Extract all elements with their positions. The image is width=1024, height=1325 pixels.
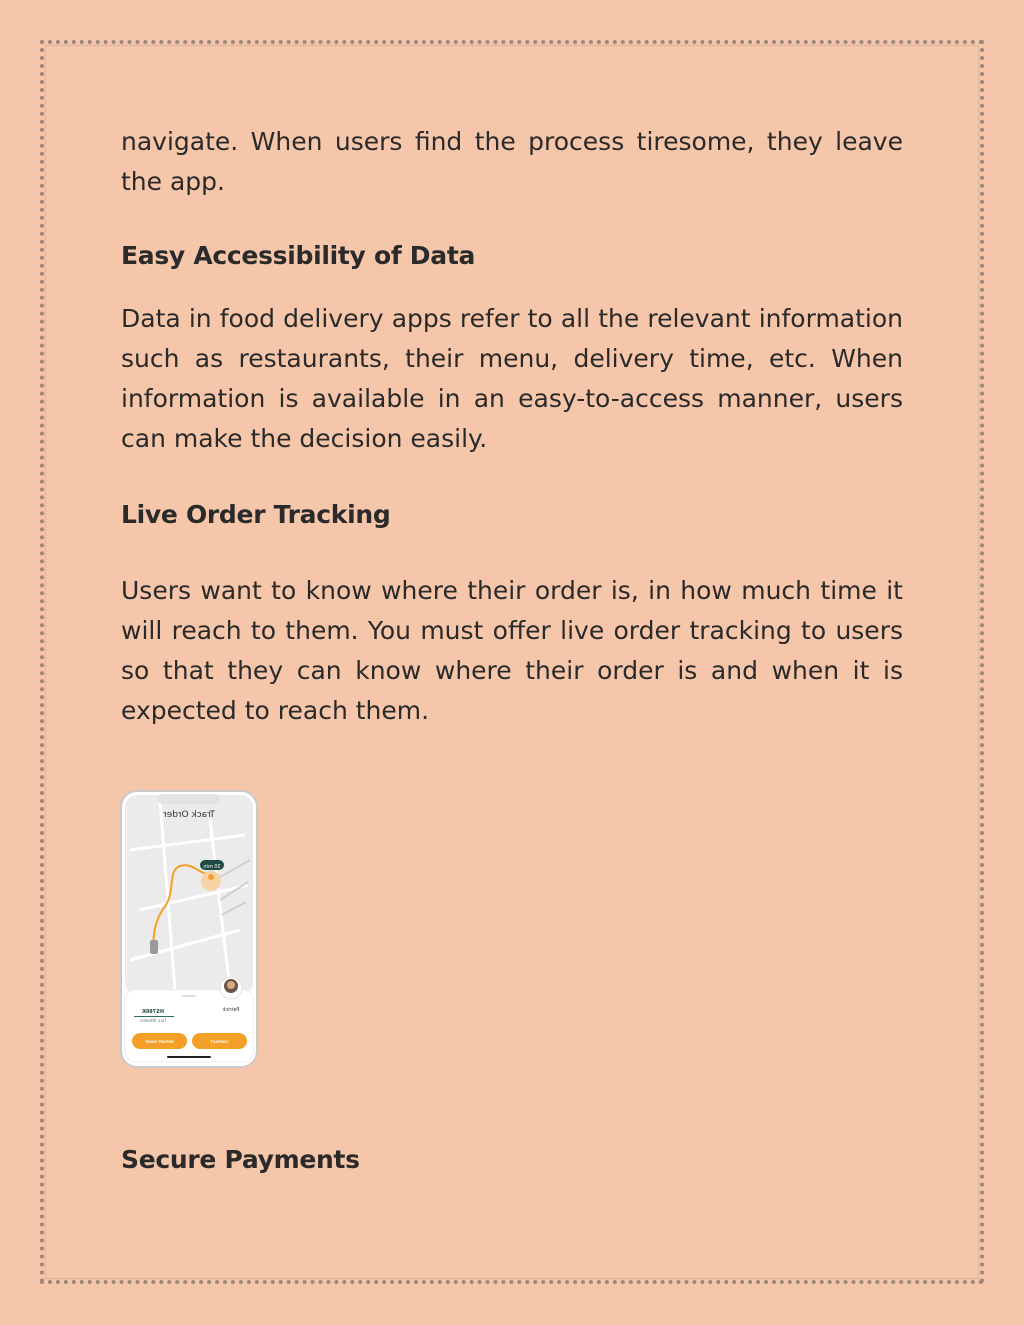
phone-notch (158, 794, 220, 804)
eta-text: 30 min (203, 864, 221, 870)
map-area (125, 795, 253, 995)
plate-underline (134, 1016, 174, 1017)
heading-accessibility: Easy Accessibility of Data (121, 241, 476, 270)
heading-tracking: Live Order Tracking (121, 500, 391, 529)
avatar-skin (227, 981, 235, 989)
document-body (121, 120, 903, 731)
home-indicator (167, 1056, 211, 1058)
driver-card (125, 990, 253, 1062)
driver-name: Patrick (222, 1007, 240, 1013)
card-handle (182, 995, 196, 997)
phone-mockup-image (120, 790, 258, 1068)
car-icon (150, 940, 158, 954)
accessibility-paragraph: Data in food delivery apps refer to all the relevant information such as restaurants, their menu, delivery time, etc. When information is available in an easy-to-access manner, users can make the decision easily. (121, 304, 903, 453)
tracking-paragraph: Users want to know where their order is, in how much time it will reach to them. You must offer live order tracking to users so that they can know where their order is and when it is expected to reach them. (121, 576, 903, 725)
intro-paragraph: navigate. When users find the process tiresome, they leave the app. (121, 127, 903, 196)
heading-secure-payments: Secure Payments (121, 1145, 360, 1174)
plate-number: HS786K (141, 1009, 165, 1015)
destination-pin-icon (208, 874, 214, 880)
report-issue-label: REPORT ISSUE (145, 1040, 174, 1044)
vehicle-type: Four Wheeler (139, 1018, 167, 1023)
contact-label: CONTACT (210, 1040, 229, 1044)
track-order-title: Track Order (163, 810, 215, 820)
phone-svg (120, 790, 258, 1068)
